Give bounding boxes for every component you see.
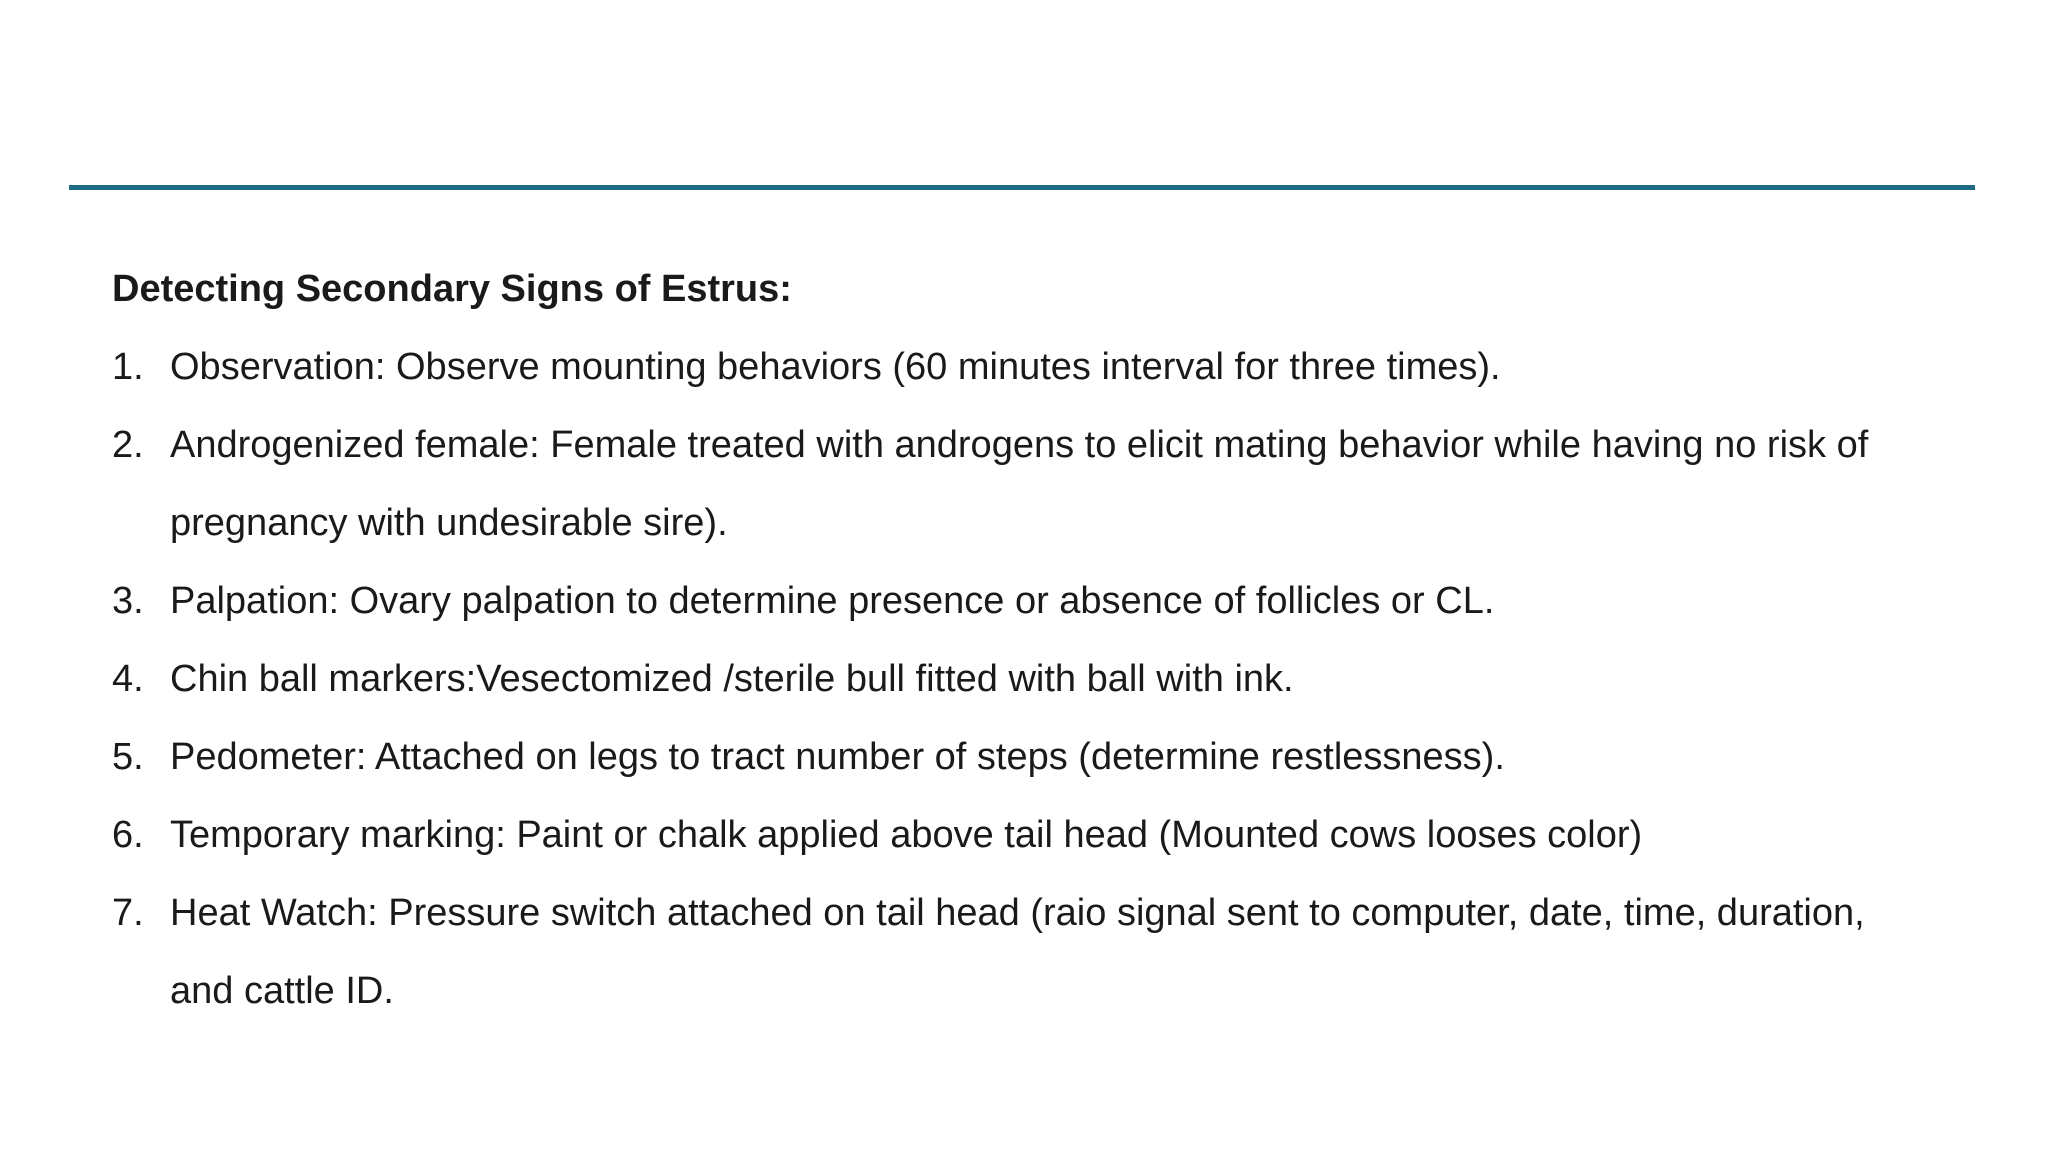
signs-list bbox=[112, 328, 1932, 1030]
list-item-number: 1. bbox=[112, 346, 144, 388]
section-heading: Detecting Secondary Signs of Estrus: bbox=[112, 268, 792, 310]
list-item-text: Observation: Observe mounting behaviors (60 minutes interval for three times). bbox=[170, 346, 1501, 388]
list-item-number: 3. bbox=[112, 580, 144, 622]
list-item-number: 5. bbox=[112, 736, 144, 778]
list-item bbox=[112, 796, 1932, 874]
list-item-number: 2. bbox=[112, 424, 144, 466]
list-item-text: Palpation: Ovary palpation to determine presence or absence of follicles or CL. bbox=[170, 580, 1495, 622]
list-item bbox=[112, 874, 1932, 1030]
list-item-text: Chin ball markers:Vesectomized /sterile bull fitted with ball with ink. bbox=[170, 658, 1294, 700]
header-divider bbox=[69, 185, 1975, 190]
list-item bbox=[112, 562, 1932, 640]
list-item bbox=[112, 640, 1932, 718]
list-item bbox=[112, 328, 1932, 406]
list-item-number: 6. bbox=[112, 814, 144, 856]
list-item-text: Pedometer: Attached on legs to tract number of steps (determine restlessness). bbox=[170, 736, 1505, 778]
list-item bbox=[112, 718, 1932, 796]
list-item bbox=[112, 406, 1932, 562]
list-item-number: 7. bbox=[112, 892, 144, 934]
slide-content bbox=[112, 250, 1932, 1030]
list-item-text: Heat Watch: Pressure switch attached on tail head (raio signal sent to computer, date, time, duration, and cattle ID. bbox=[170, 892, 1865, 1012]
list-item-number: 4. bbox=[112, 658, 144, 700]
list-item-text: Temporary marking: Paint or chalk applied above tail head (Mounted cows looses color) bbox=[170, 814, 1643, 856]
list-item-text: Androgenized female: Female treated with androgens to elicit mating behavior while having no risk of pregnancy with undesirable sire). bbox=[170, 424, 1869, 544]
